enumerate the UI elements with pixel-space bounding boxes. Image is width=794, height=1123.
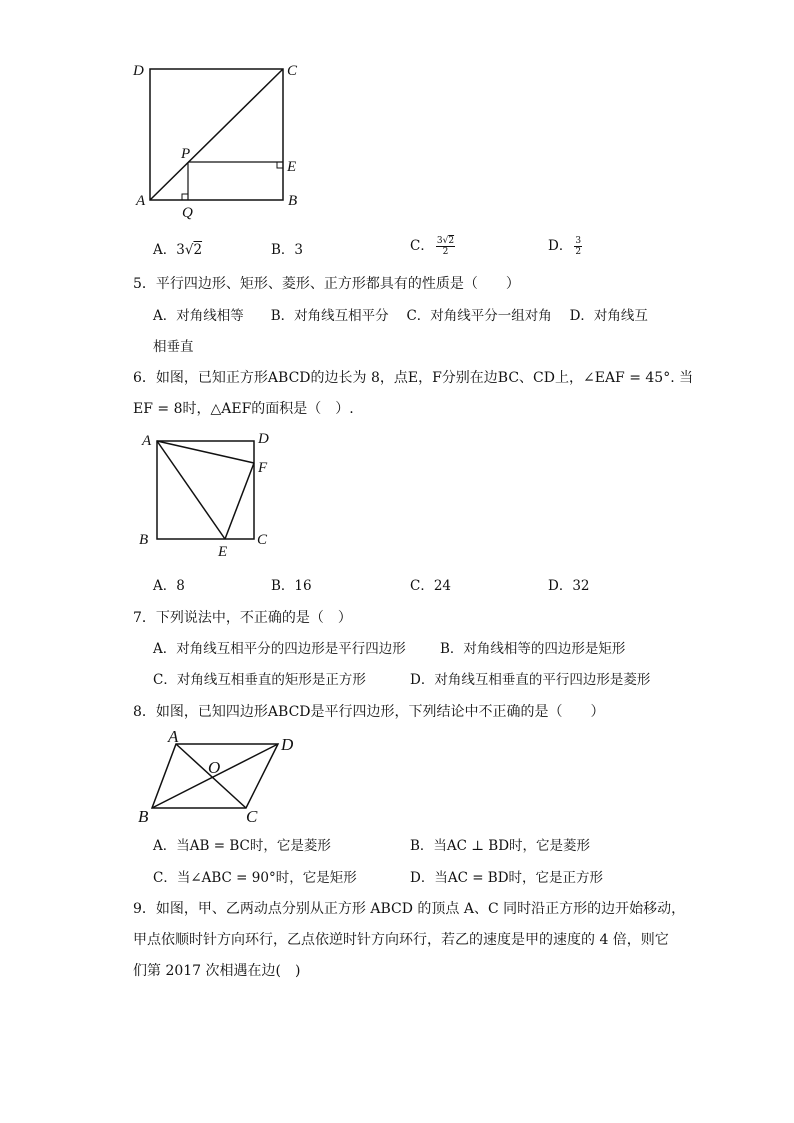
q9-line2: 甲点依顺时针方向环行，乙点依逆时针方向环行，若乙的速度是甲的速度的 4 倍，则它 (133, 932, 669, 948)
label-a-q6: A (142, 433, 152, 449)
label-c-q8: C (246, 807, 258, 826)
label-d: D (133, 63, 144, 79)
q8-stem: 8．如图，已知四边形ABCD是平行四边形，下列结论中不正确的是（ ） (133, 704, 605, 720)
q7-stem: 7．下列说法中，不正确的是（ ） (133, 610, 352, 626)
q4-option-d-label: D． (548, 238, 573, 254)
label-a-q8: A (168, 727, 179, 746)
q6-option-b: B．16 (271, 578, 312, 594)
label-c-q6: C (257, 532, 268, 548)
label-b-q8: B (138, 807, 149, 826)
q4-option-c-fraction: $\frac{3√2}{2}$ (436, 236, 455, 257)
label-q: Q (182, 205, 193, 221)
q4-option-b: B．3 (271, 242, 304, 258)
q4-option-c-label: C． (410, 238, 434, 254)
q4-option-a-coef: 3 (176, 242, 185, 258)
label-f-q6: F (258, 460, 268, 476)
q9-line3: 们第 2017 次相遇在边( ) (133, 963, 301, 979)
q6-stem-line2: EF = 8时，△AEF的面积是（ ）. (133, 401, 354, 417)
label-e: E (287, 159, 297, 175)
label-d-q6: D (258, 431, 269, 447)
label-d-q8: D (281, 735, 294, 754)
q5-options-line2: 相垂直 (153, 339, 194, 355)
label-b-q6: B (139, 532, 149, 548)
q4-option-d-fraction: $\frac{3}{2}$ (575, 236, 582, 257)
q9-line1: 9．如图，甲、乙两动点分别从正方形 ABCD 的顶点 A、C 同时沿正方形的边开始移动， (133, 901, 686, 917)
q7-option-d: D．对角线互相垂直的平行四边形是菱形 (410, 672, 651, 688)
q4-option-a-radicand: 2 (193, 242, 203, 258)
q7-option-a: A．对角线互相平分的四边形是平行四边形 (153, 641, 406, 657)
label-o-q8: O (208, 758, 221, 777)
label-e-q6: E (218, 544, 228, 560)
q6-stem-line1: 6．如图，已知正方形ABCD的边长为 8，点E，F分别在边BC、CD上，∠EAF = 45°. 当 (133, 370, 694, 386)
q5-options-line1: A．对角线相等 B．对角线互相平分 C．对角线平分一组对角 D．对角线互 (153, 308, 648, 324)
q8-option-c: C．当∠ABC = 90°时，它是矩形 (153, 870, 357, 886)
q6-option-c: C．24 (410, 578, 452, 594)
q6-option-a: A．8 (153, 578, 185, 594)
q7-option-c: C．对角线互相垂直的矩形是正方形 (153, 672, 366, 688)
q4-option-a-label: A． (153, 242, 177, 258)
q5-stem: 5．平行四边形、矩形、菱形、正方形都具有的性质是（ ） (133, 276, 520, 292)
label-c: C (287, 63, 298, 79)
label-p: P (181, 146, 191, 162)
label-a: A (136, 193, 146, 209)
q4-option-a: A．3√2 (153, 242, 203, 258)
q6-option-d: D．32 (548, 578, 590, 594)
q8-option-b: B．当AC ⊥ BD时，它是菱形 (410, 838, 591, 854)
q7-option-b: B．对角线相等的四边形是矩形 (440, 641, 626, 657)
q8-option-d: D．当AC = BD时，它是正方形 (410, 870, 604, 886)
label-b: B (288, 193, 298, 209)
q8-option-a: A．当AB = BC时，它是菱形 (153, 838, 331, 854)
